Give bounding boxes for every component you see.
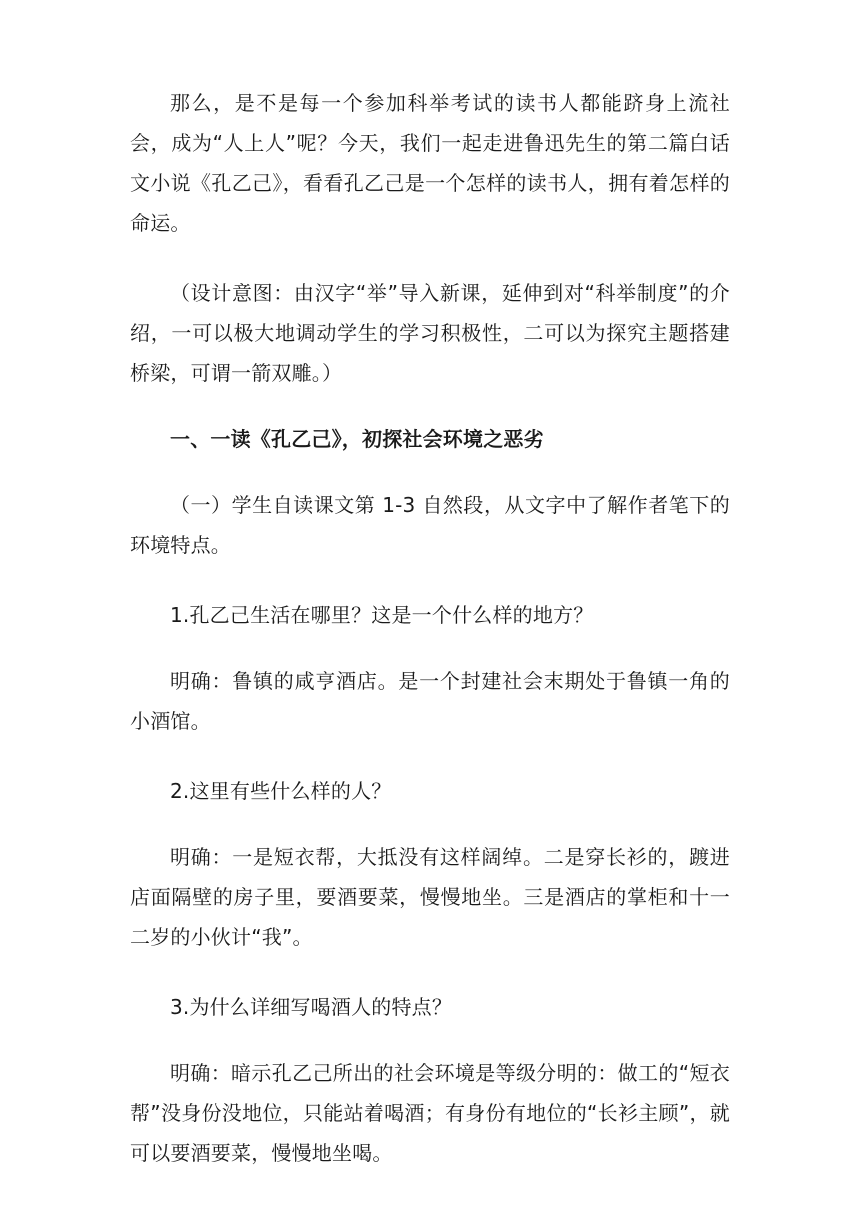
- document-page: [130, 83, 730, 1173]
- paragraph-intro-question: 那么，是不是每一个参加科举考试的读书人都能跻身上流社会，成为“人上人”呢？今天，我们一起走进鲁迅先生的第二篇白话文小说《孔乙己》，看看孔乙己是一个怎样的读书人，拥有着怎样的命运。: [130, 91, 730, 235]
- section-heading: 一、一读《孔乙己》，初探社会环境之恶劣: [170, 427, 544, 451]
- paragraph-task-one: （一）学生自读课文第 1-3 自然段，从文字中了解作者笔下的环境特点。: [130, 493, 730, 557]
- answer-item-3: 明确：暗示孔乙己所出的社会环境是等级分明的：做工的“短衣帮”没身份没地位，只能站着喝酒；有身份有地位的“长衫主顾”，就可以要酒要菜，慢慢地坐喝。: [130, 1061, 730, 1165]
- question-item-1: 1.孔乙己生活在哪里？这是一个什么样的地方？: [170, 603, 594, 627]
- answer-item-2: 明确：一是短衣帮，大抵没有这样阔绰。二是穿长衫的，踱进店面隔壁的房子里，要酒要菜，慢慢地坐。三是酒店的掌柜和十一二岁的小伙计“我”。: [130, 845, 730, 949]
- paragraph-design-intent: （设计意图：由汉字“举”导入新课，延伸到对“科举制度”的介绍，一可以极大地调动学生的学习积极性，二可以为探究主题搭建桥梁，可谓一箭双雕。）: [130, 281, 730, 385]
- question-item-3: 3.为什么详细写喝酒人的特点？: [170, 995, 453, 1019]
- question-item-2: 2.这里有些什么样的人？: [170, 779, 392, 803]
- answer-item-1: 明确：鲁镇的咸亨酒店。是一个封建社会末期处于鲁镇一角的小酒馆。: [130, 669, 730, 733]
